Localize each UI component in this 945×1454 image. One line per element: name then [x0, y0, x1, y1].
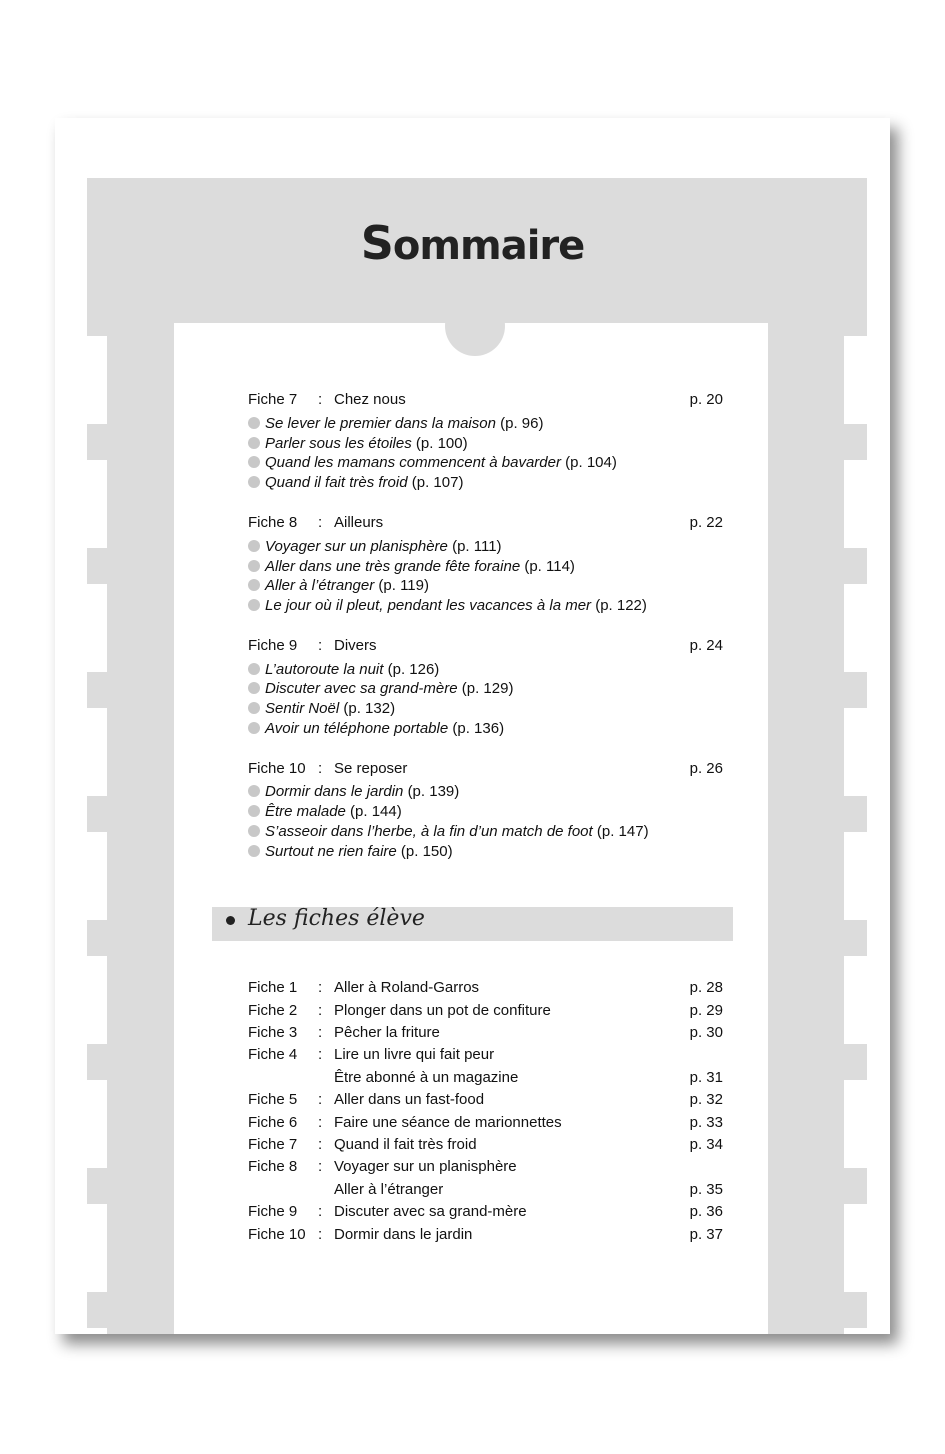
- fiche-item-title: Avoir un téléphone portable: [265, 720, 449, 737]
- fiche-page: p. 22: [689, 514, 723, 531]
- fiche-item-ref: (p. 129): [461, 680, 514, 697]
- frame-tab: [844, 1292, 867, 1328]
- eleve-title: Être abonné à un magazine: [334, 1069, 519, 1086]
- bullet-dot-icon: [248, 845, 260, 857]
- title-rest: ommaire: [392, 223, 585, 269]
- fiche-item: [248, 680, 513, 697]
- eleve-colon: :: [318, 1091, 323, 1108]
- eleve-title: Voyager sur un planisphère: [334, 1158, 517, 1175]
- eleve-number: Fiche 9: [248, 1203, 298, 1220]
- fiche-item-ref: (p. 122): [595, 597, 647, 614]
- fiche-item-ref: (p. 150): [400, 843, 453, 860]
- fiche-item: [248, 454, 617, 471]
- eleve-number: Fiche 8: [248, 1158, 298, 1175]
- fiche-colon: :: [318, 760, 323, 777]
- frame-tab: [87, 920, 110, 956]
- eleve-colon: :: [318, 1046, 323, 1063]
- fiche-colon: :: [318, 514, 323, 531]
- fiche-item: [248, 700, 395, 717]
- eleve-number: Fiche 4: [248, 1046, 298, 1063]
- eleve-colon: :: [318, 1136, 323, 1153]
- eleve-title: Dormir dans le jardin: [334, 1226, 473, 1243]
- section-title: Les fiches élève: [248, 906, 425, 931]
- fiche-item-ref: (p. 119): [378, 577, 429, 594]
- eleve-colon: :: [318, 1002, 323, 1019]
- fiche-item: [248, 720, 504, 737]
- eleve-colon: :: [318, 1024, 323, 1041]
- eleve-row: [248, 1069, 723, 1091]
- eleve-number: Fiche 10: [248, 1226, 306, 1243]
- frame-tab: [87, 1292, 110, 1328]
- eleve-row: [248, 1091, 723, 1113]
- frame-tab: [844, 548, 867, 584]
- fiche-heading: [248, 637, 723, 659]
- fiche-item-title: Surtout ne rien faire: [265, 843, 397, 860]
- eleve-row: [248, 1226, 723, 1248]
- eleve-number: Fiche 7: [248, 1136, 298, 1153]
- bullet-dot-icon: [248, 456, 260, 468]
- bullet-dot-icon: [248, 560, 260, 572]
- eleve-colon: :: [318, 1226, 323, 1243]
- fiche-item-title: Voyager sur un planisphère: [265, 538, 448, 555]
- eleve-row: [248, 1046, 723, 1068]
- eleve-title: Pêcher la friture: [334, 1024, 440, 1041]
- fiche-item-ref: (p. 132): [343, 700, 396, 717]
- fiche-colon: :: [318, 391, 323, 408]
- fiche-page: p. 26: [689, 760, 723, 777]
- fiche-item-ref: (p. 107): [411, 474, 464, 491]
- fiche-item: [248, 558, 575, 575]
- bullet-icon: [226, 916, 235, 925]
- eleve-page: p. 37: [689, 1226, 723, 1243]
- eleve-page: p. 34: [689, 1136, 723, 1153]
- eleve-page: p. 31: [689, 1069, 723, 1086]
- eleve-colon: :: [318, 1114, 323, 1131]
- frame-tab: [87, 672, 110, 708]
- fiche-item-title: S’asseoir dans l’herbe, à la fin d’un match de foot: [265, 823, 593, 840]
- fiche-item-title: L’autoroute la nuit: [265, 661, 384, 678]
- eleve-number: Fiche 2: [248, 1002, 298, 1019]
- eleve-page: p. 33: [689, 1114, 723, 1131]
- fiche-item: [248, 474, 463, 491]
- frame-tab: [844, 1168, 867, 1204]
- eleve-title: Aller à l’étranger: [334, 1181, 444, 1198]
- frame-right-column: [768, 178, 844, 1334]
- fiche-item: [248, 661, 439, 678]
- bullet-dot-icon: [248, 476, 260, 488]
- eleve-row: [248, 1203, 723, 1225]
- eleve-title: Plonger dans un pot de confiture: [334, 1002, 551, 1019]
- fiche-item-ref: (p. 126): [387, 661, 440, 678]
- bullet-dot-icon: [248, 682, 260, 694]
- frame-tab: [87, 424, 110, 460]
- fiche-theme: Se reposer: [334, 760, 408, 777]
- eleve-colon: :: [318, 1203, 323, 1220]
- fiche-item-title: Parler sous les étoiles: [265, 435, 412, 452]
- fiche-item-ref: (p. 111): [452, 538, 502, 555]
- fiche-item: [248, 843, 453, 860]
- fiche-item: [248, 823, 649, 840]
- fiche-item: [248, 538, 502, 555]
- frame-tab: [844, 300, 867, 336]
- eleve-row: [248, 979, 723, 1001]
- eleve-page: p. 32: [689, 1091, 723, 1108]
- bullet-dot-icon: [248, 540, 260, 552]
- eleve-number: Fiche 3: [248, 1024, 298, 1041]
- eleve-page: p. 28: [689, 979, 723, 996]
- fiche-item-title: Aller à l’étranger: [265, 577, 375, 594]
- eleve-row: [248, 1158, 723, 1180]
- frame-tab: [87, 300, 110, 336]
- fiche-number: Fiche 10: [248, 760, 306, 777]
- fiche-item-title: Aller dans une très grande fête foraine: [265, 558, 521, 575]
- bullet-dot-icon: [248, 702, 260, 714]
- frame-tab: [87, 796, 110, 832]
- frame-tab: [844, 672, 867, 708]
- eleve-title: Aller à Roland-Garros: [334, 979, 480, 996]
- eleve-title: Aller dans un fast-food: [334, 1091, 485, 1108]
- eleve-title: Discuter avec sa grand-mère: [334, 1203, 527, 1220]
- frame-tab: [844, 796, 867, 832]
- frame-tab: [844, 1044, 867, 1080]
- eleve-row: [248, 1181, 723, 1203]
- fiche-item: [248, 435, 468, 452]
- fiche-page: p. 20: [689, 391, 723, 408]
- eleve-row: [248, 1136, 723, 1158]
- eleve-row: [248, 1002, 723, 1024]
- fiche-item-title: Le jour où il pleut, pendant les vacances à la mer: [265, 597, 592, 614]
- eleve-number: Fiche 1: [248, 979, 298, 996]
- fiche-item-ref: (p. 114): [524, 558, 575, 575]
- bullet-dot-icon: [248, 579, 260, 591]
- fiche-item: [248, 783, 459, 800]
- fiche-item-title: Quand les mamans commencent à bavarder: [265, 454, 561, 471]
- frame-tab: [844, 920, 867, 956]
- eleve-row: [248, 1024, 723, 1046]
- frame-tab: [87, 1168, 110, 1204]
- fiche-number: Fiche 9: [248, 637, 298, 654]
- frame-tab: [844, 424, 867, 460]
- fiche-item-title: Se lever le premier dans la maison: [265, 415, 496, 432]
- eleve-page: p. 36: [689, 1203, 723, 1220]
- fiche-item-ref: (p. 144): [350, 803, 402, 820]
- fiche-item: [248, 597, 647, 614]
- eleve-number: Fiche 5: [248, 1091, 298, 1108]
- eleve-title: Lire un livre qui fait peur: [334, 1046, 495, 1063]
- frame-left-column: [107, 178, 174, 1334]
- fiche-heading: [248, 391, 723, 413]
- fiche-theme: Divers: [334, 637, 377, 654]
- fiche-heading: [248, 760, 723, 782]
- eleve-title: Faire une séance de marionnettes: [334, 1114, 562, 1131]
- bullet-dot-icon: [248, 722, 260, 734]
- eleve-colon: :: [318, 979, 323, 996]
- eleve-number: Fiche 6: [248, 1114, 298, 1131]
- fiche-item-title: Quand il fait très froid: [265, 474, 408, 491]
- eleve-row: [248, 1114, 723, 1136]
- fiche-number: Fiche 7: [248, 391, 298, 408]
- fiche-item-ref: (p. 136): [452, 720, 505, 737]
- fiche-item-title: Sentir Noël: [265, 700, 340, 717]
- eleve-page: p. 29: [689, 1002, 723, 1019]
- fiche-item-ref: (p. 147): [596, 823, 649, 840]
- fiche-item-ref: (p. 96): [500, 415, 544, 432]
- fiche-theme: Chez nous: [334, 391, 406, 408]
- fiche-item-ref: (p. 100): [415, 435, 468, 452]
- fiche-heading: [248, 514, 723, 536]
- fiche-colon: :: [318, 637, 323, 654]
- eleve-title: Quand il fait très froid: [334, 1136, 477, 1153]
- fiche-item-title: Dormir dans le jardin: [265, 783, 404, 800]
- frame-tab: [87, 1044, 110, 1080]
- fiche-item-ref: (p. 139): [407, 783, 460, 800]
- fiche-item: [248, 415, 543, 432]
- page-title: [0, 216, 945, 270]
- bullet-dot-icon: [248, 437, 260, 449]
- bullet-dot-icon: [248, 599, 260, 611]
- bullet-dot-icon: [248, 417, 260, 429]
- fiche-number: Fiche 8: [248, 514, 298, 531]
- fiche-item-title: Discuter avec sa grand-mère: [265, 680, 458, 697]
- eleve-colon: :: [318, 1158, 323, 1175]
- bullet-dot-icon: [248, 663, 260, 675]
- frame-tab: [87, 548, 110, 584]
- bullet-dot-icon: [248, 825, 260, 837]
- eleve-page: p. 35: [689, 1181, 723, 1198]
- fiche-item-ref: (p. 104): [565, 454, 617, 471]
- frame-notch: [445, 296, 505, 356]
- bullet-dot-icon: [248, 805, 260, 817]
- fiche-item: [248, 577, 429, 594]
- eleve-page: p. 30: [689, 1024, 723, 1041]
- fiche-page: p. 24: [689, 637, 723, 654]
- bullet-dot-icon: [248, 785, 260, 797]
- title-initial: S: [360, 216, 393, 270]
- fiche-item: [248, 803, 402, 820]
- fiche-theme: Ailleurs: [334, 514, 384, 531]
- fiche-item-title: Être malade: [265, 803, 346, 820]
